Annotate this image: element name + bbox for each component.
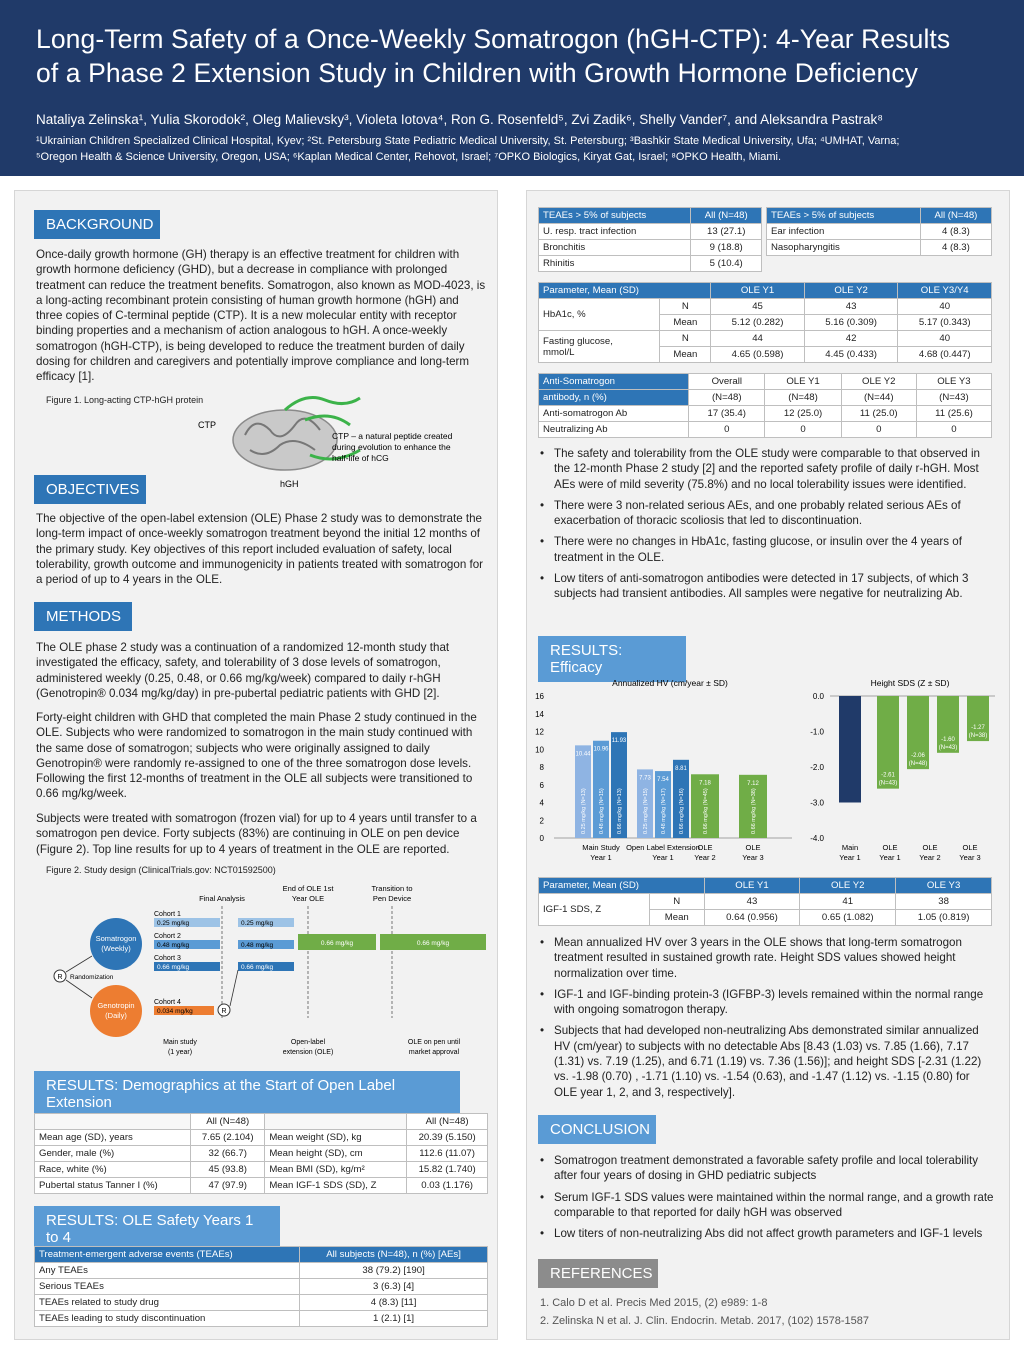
bar-n-label: (N=43) bbox=[938, 744, 958, 751]
conclusion-heading: CONCLUSION bbox=[538, 1115, 656, 1144]
table-row: Mean 4.65 (0.598) 4.45 (0.433) 4.68 (0.447) bbox=[539, 347, 992, 363]
list-item: • Subjects that had developed non-neutralizing Abs demonstrated similar annualized HV (cm/year) to subjects with no detectable Abs [8.43 (1.03) vs. 7.85 (1.66), 7.17 (1.31) vs. 7.19 (1.25), and 6.71 (1.19) vs. 7.36 (1.56)]; and height SDS [-2.31 (1.22) vs. -1.98 (0.70) , -1.71 (1.10) vs. -1.54 (0.63), and -1.47 (1.12) vs. -1.15 (0.80) for OLE year 1, 2, and 3, respectively]. bbox=[538, 1023, 994, 1099]
fig2-somatrogon-1: Somatrogon bbox=[95, 934, 137, 943]
fig2-c1-dose: 0.25 mg/kg bbox=[157, 920, 190, 927]
y-tick-label: 0.0 bbox=[812, 692, 824, 701]
fig2-genotropin-2: (Daily) bbox=[105, 1011, 127, 1020]
table-row: Pubertal status Tanner I (%) 47 (97.9) Mean IGF-1 SDS (SD), Z 0.03 (1.176) bbox=[35, 1178, 488, 1194]
table-row: Nasopharyngitis 4 (8.3) bbox=[767, 240, 992, 256]
bar-value-label: 7.12 bbox=[747, 780, 759, 787]
fig2-end-ole-2: Year OLE bbox=[291, 894, 325, 903]
figure1-caption: Figure 1. Long-acting CTP-hGH protein bbox=[46, 395, 204, 405]
list-item: • Serum IGF-1 SDS values were maintained within the normal range, and a growth rate comparable to that reported for daily hGH was observed bbox=[538, 1190, 994, 1221]
table-row: Any TEAEs 38 (79.2) [190] bbox=[35, 1263, 488, 1279]
fig2-open-label-2: extension (OLE) bbox=[282, 1049, 334, 1056]
fig2-somatrogon-2: (Weekly) bbox=[101, 944, 131, 953]
fig2-cohort2: Cohort 2 bbox=[154, 933, 181, 940]
bar-n-label: (N=43) bbox=[878, 780, 898, 787]
y-tick-label: -2.0 bbox=[810, 763, 824, 772]
table-row: Rhinitis 5 (10.4) bbox=[539, 256, 762, 272]
table-row: Bronchitis 9 (18.8) bbox=[539, 240, 762, 256]
methods-heading: METHODS bbox=[34, 602, 132, 631]
background-text: Once-daily growth hormone (GH) therapy is an effective treatment for children with growth hormone deficiency (GHD), but a decrease in compliance with prolonged treatment can reduce the treatment benefits. Somatrogon, also known as MOD-4023, is a long-acting recombinant protein consisting of human growth hormone (hGH) and three copies of C-terminal peptide (CTP). It is a new molecular entity with receptor binding properties and a mechanism of action analogous to hGH. A once-weekly somatrogon (hGH-CTP), is being developed to reduce the treatment burden of daily dosing for children and caregivers and potentially improve compliance and long-term efficacy [1]. bbox=[36, 248, 486, 384]
bar-dose-label: 0.66 mg/kg (N=13) bbox=[617, 788, 623, 834]
fig2-c2-dose: 0.48 mg/kg bbox=[157, 942, 190, 949]
y-tick-label: -4.0 bbox=[810, 834, 824, 843]
bar-value-label: 7.54 bbox=[657, 777, 669, 784]
fig2-pen-dose: 0.66 mg/kg bbox=[416, 940, 450, 947]
demo-col-right: All (N=48) bbox=[407, 1114, 488, 1130]
x-group-label: OLE bbox=[962, 843, 978, 852]
chart-title: Height SDS (Z ± SD) bbox=[870, 678, 950, 688]
lab-params-table: Parameter, Mean (SD) OLE Y1 OLE Y2 OLE Y3/Y4 HbA1c, % N 45 43 40 Mean 5.12 (0.282) 5.16 (0.309) 5.17 (0.343) Fasting glucose, mmol/L N 44 42 40 Mean 4.65 (0.598) 4.45 (0.433) 4.68 (0.447) bbox=[538, 282, 992, 363]
efficacy-heading: RESULTS: Efficacy bbox=[538, 636, 686, 682]
fig2-pen-1: OLE on pen until bbox=[407, 1039, 461, 1046]
fig1-note-3: half-life of hCG bbox=[332, 453, 389, 463]
table-row: Gender, male (%) 32 (66.7) Mean height (SD), cm 112.6 (11.07) bbox=[35, 1146, 488, 1162]
table-row: U. resp. tract infection 13 (27.1) bbox=[539, 224, 762, 240]
x-group-label: OLE bbox=[745, 843, 761, 852]
fig2-c4-dose: 0.034 mg/kg bbox=[157, 1008, 193, 1015]
fig2-randomization: Randomization bbox=[70, 974, 114, 981]
y-tick-label: 2 bbox=[539, 816, 544, 826]
demographics-heading: RESULTS: Demographics at the Start of Open Label Extension bbox=[34, 1071, 460, 1117]
x-group-sublabel: Year 1 bbox=[839, 853, 861, 862]
demo-col-left: All (N=48) bbox=[191, 1114, 265, 1130]
fig2-ole-dose: 0.66 mg/kg bbox=[320, 940, 354, 947]
x-group-sublabel: Year 3 bbox=[959, 853, 981, 862]
protein-figure bbox=[198, 380, 480, 490]
fig2-cohort4: Cohort 4 bbox=[154, 999, 181, 1006]
fig2-transition-2: Pen Device bbox=[372, 894, 412, 903]
y-tick-label: 14 bbox=[535, 709, 544, 719]
fig2-transition-1: Transition to bbox=[371, 884, 413, 893]
list-item: • There were 3 non-related serious AEs, and one probably related serious AEs of exacerbation of thoracic scoliosis that led to discontinuation. bbox=[538, 498, 994, 529]
y-tick-label: 4 bbox=[539, 798, 544, 808]
x-group-label: OLE bbox=[697, 843, 713, 852]
igf-table: Parameter, Mean (SD) OLE Y1 OLE Y2 OLE Y3 IGF-1 SDS, Z N 43 41 38 Mean 0.64 (0.956) 0.65 (1.082) 1.05 (0.819) bbox=[538, 877, 992, 926]
fig2-end-ole-1: End of OLE 1st bbox=[282, 884, 334, 893]
bar-dose-label: 0.66 mg/kg (N=45) bbox=[703, 788, 709, 834]
bar-dose-label: 0.48 mg/kg (N=17) bbox=[661, 788, 667, 834]
x-group-label: OLE bbox=[922, 843, 938, 852]
list-item: • IGF-1 and IGF-binding protein-3 (IGFBP-3) levels remained within the normal range with ongoing somatrogon therapy. bbox=[538, 987, 994, 1018]
x-group-sublabel: Year 1 bbox=[652, 853, 674, 862]
fig2-c1-dose-ole: 0.25 mg/kg bbox=[241, 920, 274, 927]
bar-dose-label: 0.25 mg/kg (N=13) bbox=[581, 788, 587, 834]
x-group-sublabel: Year 2 bbox=[694, 853, 716, 862]
methods-p3: Subjects were treated with somatrogon (frozen vial) for up to 4 years until transfer to a somatrogon pen device. Forty subjects (83%) are continuing in OLE on pen device (Figure 2). Top line results for up to 4 years of treatment in the OLE are reported. bbox=[36, 812, 477, 856]
y-tick-label: 0 bbox=[539, 834, 544, 843]
y-tick-label: 12 bbox=[535, 727, 544, 737]
list-item: • Somatrogon treatment demonstrated a favorable safety profile and local tolerability after four years of dosing in GHD pediatric subjects bbox=[538, 1153, 994, 1184]
teae-5pct-table-right: TEAEs > 5% of subjects All (N=48) Ear infection 4 (8.3) Nasopharyngitis 4 (8.3) bbox=[766, 207, 992, 256]
table-row: Mean age (SD), years 7.65 (2.104) Mean weight (SD), kg 20.39 (5.150) bbox=[35, 1130, 488, 1146]
poster-title-line2: of a Phase 2 Extension Study in Children with Growth Hormone Deficiency bbox=[36, 58, 919, 88]
x-group-label: Open Label Extension bbox=[626, 843, 700, 852]
table-row: HbA1c, % N 45 43 40 bbox=[539, 299, 992, 315]
bar-value-label: -2.61 bbox=[881, 772, 895, 779]
objectives-heading: OBJECTIVES bbox=[34, 475, 146, 504]
objectives-text: The objective of the open-label extension (OLE) Phase 2 study was to demonstrate the long-term impact of once-weekly somatrogon treatment beyond the initial 12 months of the primary study. Key objectives of this report included evaluation of safety, local tolerability, growth outcome and immunogenicity in patients treated with somatrogon for a period of up to 4 years in the OLE. bbox=[36, 512, 484, 587]
x-group-sublabel: Year 1 bbox=[879, 853, 901, 862]
methods-p2: Forty-eight children with GHD that completed the main Phase 2 study continued in the OLE. Subjects who were randomized to somatrogon in the main study continued with the same dose of somatrogon; subjects who were originally assigned to daily Genotropin® were randomly re-assigned to one of the three somatrogon dose levels. Following the first 12-months of treatment in the OLE all subjects were transitioned to 0.66 mg/kg/week. bbox=[36, 711, 477, 801]
bar-value-label: -2.06 bbox=[911, 753, 925, 760]
table-row: Fasting glucose, mmol/L N 44 42 40 bbox=[539, 331, 992, 347]
bar-n-label: (N=48) bbox=[908, 761, 928, 768]
fig2-c2-dose-ole: 0.48 mg/kg bbox=[241, 942, 274, 949]
bar-value-label: 7.73 bbox=[639, 775, 651, 782]
list-item: • There were no changes in HbA1c, fasting glucose, or insulin over the 4 years of treatment in the OLE. bbox=[538, 534, 994, 565]
bar bbox=[839, 696, 861, 803]
fig2-r-rerandom: R bbox=[221, 1008, 227, 1015]
x-group-label: Main bbox=[841, 843, 859, 852]
table-row: Serious TEAEs 3 (6.3) [4] bbox=[35, 1279, 488, 1295]
safety-bullets bbox=[538, 446, 994, 608]
bar-value-label: 7.18 bbox=[699, 780, 711, 787]
bar-value-label: -1.60 bbox=[941, 736, 955, 743]
fig2-open-label-1: Open-label bbox=[290, 1039, 326, 1046]
antibody-table: Anti-Somatrogon Overall OLE Y1 OLE Y2 OLE Y3 antibody, n (%) (N=48) (N=48) (N=44) (N=43) Anti-somatrogon Ab 17 (35.4) 12 (25.0) 11 (25.0) 11 (25.6) Neutralizing Ab 0 0 0 0 bbox=[538, 373, 992, 438]
table-row: Mean 5.12 (0.282) 5.16 (0.309) 5.17 (0.343) bbox=[539, 315, 992, 331]
table-row: Ear infection 4 (8.3) bbox=[767, 224, 992, 240]
table-row: Anti-somatrogon Ab 17 (35.4) 12 (25.0) 11 (25.0) 11 (25.6) bbox=[539, 406, 992, 422]
y-tick-label: 8 bbox=[539, 763, 544, 772]
table-row: TEAEs related to study drug 4 (8.3) [11] bbox=[35, 1295, 488, 1311]
y-tick-label: 16 bbox=[535, 692, 544, 701]
hgh-protein-shape bbox=[233, 410, 337, 470]
affiliations-line1: ¹Ukrainian Children Specialized Clinical Hospital, Kyev; ²St. Petersburg State Pediatric Medical University, St. Petersburg; ³Bashkir State Medical University, Ufa; ⁴UMHAT, Varna; bbox=[36, 135, 900, 147]
fig2-cohort1: Cohort 1 bbox=[154, 911, 181, 918]
fig1-note-1: CTP – a natural peptide created bbox=[332, 431, 453, 441]
bar-dose-label: 0.66 mg/kg (N=38) bbox=[751, 788, 757, 834]
background-heading: BACKGROUND bbox=[34, 210, 160, 239]
table-row: IGF-1 SDS, Z N 43 41 38 bbox=[539, 894, 992, 910]
table-row: Race, white (%) 45 (93.8) Mean BMI (SD), kg/m² 15.82 (1.740) bbox=[35, 1162, 488, 1178]
fig2-genotropin-1: Genotropin bbox=[97, 1001, 135, 1010]
y-tick-label: 6 bbox=[539, 780, 544, 790]
x-group-label: Main Study bbox=[582, 843, 620, 852]
safety-heading: RESULTS: OLE Safety Years 1 to 4 bbox=[34, 1206, 280, 1252]
figure2-caption: Figure 2. Study design (ClinicalTrials.gov: NCT01592500) bbox=[46, 865, 276, 875]
ctp-chain bbox=[285, 398, 360, 410]
x-group-label: OLE bbox=[882, 843, 898, 852]
list-item: • Mean annualized HV over 3 years in the OLE shows that long-term somatrogon treatment resulted in sustained growth rate. Height SDS values showed height normalization over time. bbox=[538, 935, 994, 981]
bar-n-label: (N=38) bbox=[968, 733, 988, 740]
study-design-diagram bbox=[34, 878, 494, 1058]
x-group-sublabel: Year 2 bbox=[919, 853, 941, 862]
y-tick-label: -1.0 bbox=[810, 727, 824, 737]
references-heading: REFERENCES bbox=[538, 1259, 658, 1288]
methods-p1: The OLE phase 2 study was a continuation of a randomized 12-month study that investigated the efficacy, safety, and tolerability of 3 dose levels of somatrogon, administered weekly (0.25, 0.48, or 0.66 mg/kg/week) compared to daily r-hGH (Genotropin® 0.034 mg/kg/day) in pre-pubertal pediatric patients with GHD [2]. bbox=[36, 641, 450, 700]
efficacy-bullets bbox=[538, 935, 994, 1106]
fig2-final-analysis: Final Analysis bbox=[199, 894, 245, 903]
bar-dose-label: 0.48 mg/kg (N=15) bbox=[599, 788, 605, 834]
bar-value-label: 10.96 bbox=[593, 746, 609, 753]
list-item: • Low titers of non-neutralizing Abs did not affect growth parameters and IGF-1 levels bbox=[538, 1226, 994, 1241]
list-item: • The safety and tolerability from the OLE study were comparable to that observed in the 12-month Phase 2 study [2] and the reported safety profile of daily r-hGH. Most AEs were of mild severity (75.8%) and no local tolerability issues were identified. bbox=[538, 446, 994, 492]
demographics-table bbox=[34, 1113, 488, 1194]
safety-teae-table: Treatment-emergent adverse events (TEAEs) All subjects (N=48), n (%) [AEs] Any TEAEs 38 (79.2) [190] Serious TEAEs 3 (6.3) [4] TEAEs related to study drug 4 (8.3) [11] TEAEs leading to study discontinuation 1 (2.1) [1] bbox=[34, 1246, 488, 1327]
fig1-ctp-label: CTP bbox=[198, 420, 216, 430]
reference-2: 2. Zelinska N et al. J. Clin. Endocrin. Metab. 2017, (102) 1578-1587 bbox=[540, 1315, 869, 1327]
fig2-cohort3: Cohort 3 bbox=[154, 955, 181, 962]
fig1-hgh-label: hGH bbox=[280, 479, 299, 489]
fig2-c3-dose-ole: 0.66 mg/kg bbox=[241, 964, 274, 971]
reference-1: 1. Calo D et al. Precis Med 2015, (2) e989: 1-8 bbox=[540, 1297, 768, 1309]
table-row: TEAEs leading to study discontinuation 1 (2.1) [1] bbox=[35, 1311, 488, 1327]
bar-dose-label: 0.66 mg/kg (N=16) bbox=[679, 788, 685, 834]
poster-header bbox=[0, 0, 1024, 176]
annualized-hv-chart bbox=[530, 672, 800, 872]
fig1-note-2: during evolution to enhance the bbox=[332, 442, 451, 452]
list-item: • Low titers of anti-somatrogon antibodies were detected in 17 subjects, of which 3 subjects had transient antibodies. All samples were negative for neutralizing Ab. bbox=[538, 571, 994, 602]
authors: Nataliya Zelinska¹, Yulia Skorodok², Oleg Malievsky³, Violeta Iotova⁴, Ron G. Rosenfeld⁵, Zvi Zadik⁶, Shelly Vander⁷, and Aleksandra Pastrak⁸ bbox=[36, 112, 883, 127]
fig2-c3-dose: 0.66 mg/kg bbox=[157, 964, 190, 971]
fig2-main-study-1: Main study bbox=[163, 1039, 197, 1046]
chart-title: Annualized HV (cm/year ± SD) bbox=[612, 678, 728, 688]
bar-value-label: 10.44 bbox=[575, 751, 591, 758]
bar-value-label: 11.93 bbox=[611, 738, 627, 745]
bar-dose-label: 0.25 mg/kg (N=15) bbox=[643, 788, 649, 834]
bar-value-label: -1.27 bbox=[971, 725, 985, 732]
y-tick-label: 10 bbox=[535, 745, 544, 755]
bar-value-label: 8.81 bbox=[675, 765, 687, 772]
poster-title-line1: Long-Term Safety of a Once-Weekly Somatrogon (hGH-CTP): 4-Year Results bbox=[36, 24, 951, 54]
conclusion-bullets bbox=[538, 1153, 994, 1247]
table-row: Mean 0.64 (0.956) 0.65 (1.082) 1.05 (0.819) bbox=[539, 910, 992, 926]
affiliations-line2: ⁵Oregon Health & Science University, Oregon, USA; ⁶Kaplan Medical Center, Rehovot, Israel; ⁷OPKO Biologics, Kiryat Gat, Israel; ⁸OPKO Health, Miami. bbox=[36, 151, 782, 163]
fig2-main-study-2: (1 year) bbox=[167, 1049, 193, 1056]
fig2-pen-2: market approval bbox=[408, 1049, 460, 1056]
fig2-r-main: R bbox=[57, 974, 63, 981]
y-tick-label: -3.0 bbox=[810, 798, 824, 808]
table-row: Neutralizing Ab 0 0 0 0 bbox=[539, 422, 992, 438]
teae-5pct-table-left: TEAEs > 5% of subjects All (N=48) U. resp. tract infection 13 (27.1) Bronchitis 9 (18.8) Rhinitis 5 (10.4) bbox=[538, 207, 762, 272]
x-group-sublabel: Year 1 bbox=[590, 853, 612, 862]
height-sds-chart bbox=[800, 672, 1000, 872]
x-group-sublabel: Year 3 bbox=[742, 853, 764, 862]
